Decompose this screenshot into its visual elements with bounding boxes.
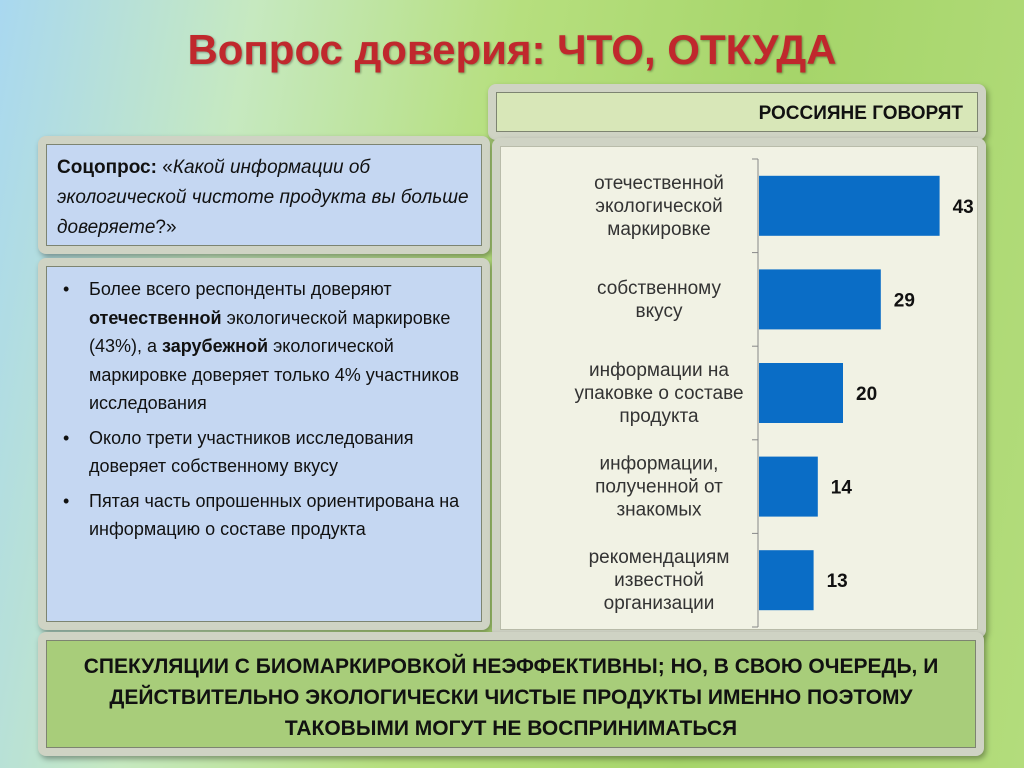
bullet-icon: •: [63, 427, 70, 448]
data-label: 43: [952, 196, 974, 218]
category-label: [589, 547, 730, 614]
category-label-line: маркировке: [607, 218, 711, 240]
finding-text: Пятая часть опрошенных ориентирована на информацию о составе продукта: [89, 490, 460, 539]
data-label: 20: [856, 384, 878, 405]
category-label-line: рекомендациям: [588, 547, 730, 569]
category-label-line: отечественной: [594, 172, 724, 194]
survey-label: Соцопрос:: [57, 157, 157, 178]
finding-emphasis: отечественной: [89, 307, 222, 328]
category-label-line: упаковке о составе: [574, 383, 744, 404]
survey-open-quote: «: [156, 157, 173, 178]
bar: [759, 550, 814, 610]
survey-question: [57, 153, 473, 243]
category-label-line: знакомых: [616, 499, 702, 521]
page-title: [0, 26, 1024, 74]
category-label-line: полученной от: [595, 476, 723, 498]
conclusion-panel: [38, 632, 984, 756]
category-label-line: известной: [614, 570, 704, 592]
bar: [759, 176, 940, 236]
bullet-icon: •: [63, 279, 70, 299]
category-label-line: вкусу: [635, 300, 683, 322]
bullet-icon: •: [63, 490, 70, 511]
finding-text: экологической маркировке (43%), а: [89, 307, 451, 356]
finding-item: [57, 275, 471, 418]
category-label-line: организации: [603, 593, 715, 615]
title-part-1: Вопрос доверия:: [187, 26, 558, 73]
bar: [759, 457, 818, 517]
findings-panel: [38, 258, 490, 630]
data-label: 13: [826, 571, 848, 593]
category-label-line: экологической: [595, 195, 723, 217]
data-label: 14: [830, 477, 852, 499]
findings-list: [57, 275, 471, 550]
finding-item: [57, 487, 471, 544]
category-label: [574, 360, 743, 427]
category-label-line: информации,: [599, 453, 719, 475]
finding-text: экологической маркировке доверяет только 4% участников исследования: [89, 336, 460, 413]
bar-chart: [501, 147, 977, 629]
category-label: [595, 454, 723, 521]
category-label: [597, 278, 721, 322]
survey-question-text: Какой информации об экологической чистоте продукта вы больше доверяете: [57, 157, 469, 238]
category-label-line: собственному: [597, 277, 721, 299]
finding-emphasis: зарубежной: [162, 336, 269, 356]
finding-text: Более всего респонденты доверяют: [89, 279, 392, 299]
category-label-line: продукта: [619, 406, 699, 427]
category-label-line: информации на: [589, 360, 729, 381]
chart-panel: [492, 138, 986, 638]
category-label: [594, 173, 724, 240]
finding-text: Около трети участников исследования доверяет собственному вкусу: [89, 427, 414, 476]
header-text: РОССИЯНЕ ГОВОРЯТ: [758, 103, 963, 124]
data-label: 29: [893, 290, 915, 312]
bar: [759, 269, 881, 329]
conclusion-text: СПЕКУЛЯЦИИ С БИОМАРКИРОВКОЙ НЕЭФФЕКТИВНЫ; НО, В СВОЮ ОЧЕРЕДЬ, И ДЕЙСТВИТЕЛЬНО ЭКОЛОГИЧЕСКИ ЧИСТЫЕ ПРОДУКТЫ ИМЕННО ПОЭТОМУ ТАКОВЫМИ МОГУТ НЕ ВОСПРИНИМАТЬСЯ: [83, 655, 939, 740]
finding-item: [57, 424, 471, 481]
title-part-2: ЧТО, ОТКУДА: [557, 26, 837, 73]
survey-panel: [38, 136, 490, 254]
bar: [759, 363, 843, 423]
header-panel: [488, 84, 986, 140]
survey-close-quote: ?»: [155, 217, 177, 238]
